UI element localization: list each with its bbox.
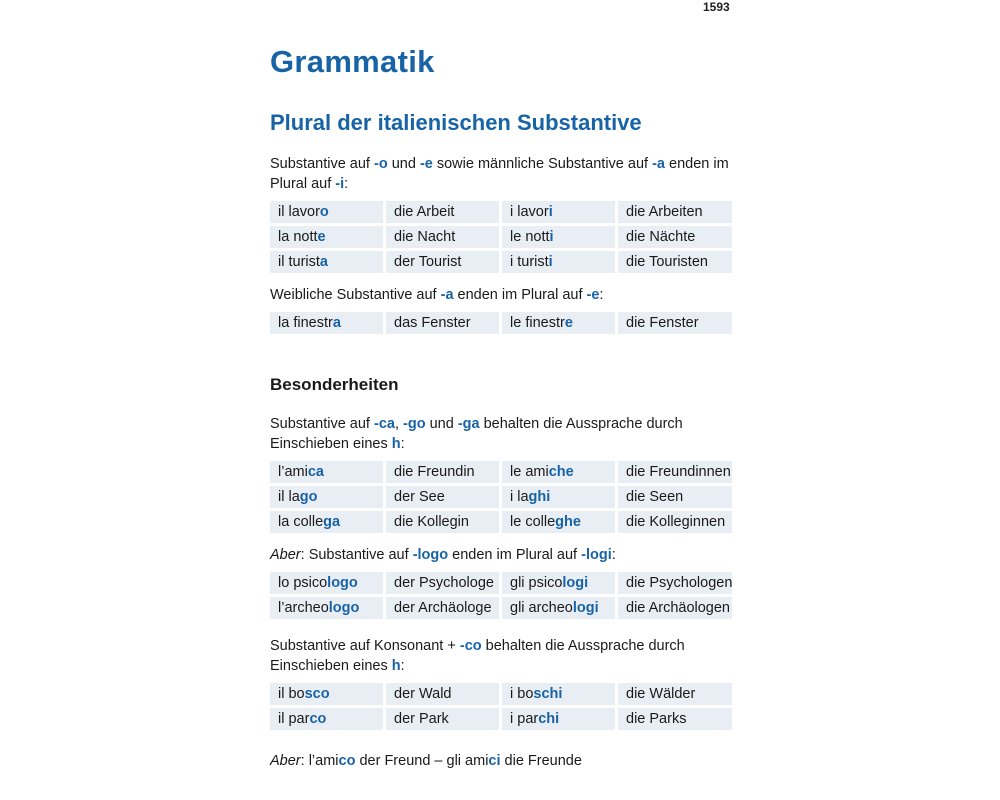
- singular-cell: [270, 201, 383, 223]
- highlighted-ending: go: [299, 489, 318, 505]
- text-segment: :: [344, 176, 349, 192]
- text-segment: il par: [278, 711, 310, 727]
- text-segment: sowie männliche Substantive auf: [432, 156, 653, 172]
- text-segment: gli archeo: [510, 600, 573, 616]
- highlighted-ending: -o: [374, 156, 388, 172]
- plural-cell: [502, 572, 615, 594]
- text-segment: l’ami: [278, 464, 308, 480]
- text-segment: der Park: [394, 711, 449, 727]
- text-segment: die Wälder: [626, 686, 696, 702]
- singular-cell: [270, 708, 383, 730]
- text-segment: die Parks: [626, 711, 687, 727]
- singular-translation-cell: [386, 572, 499, 594]
- text-segment: die Freunde: [500, 753, 582, 769]
- singular-translation-cell: [386, 461, 499, 483]
- intro-paragraph-feminine: [270, 285, 732, 305]
- text-segment: l’archeo: [278, 600, 329, 616]
- plural-translation-cell: [618, 201, 732, 223]
- text-segment: der Archäologe: [394, 600, 492, 616]
- text-segment: enden im Plural auf: [453, 287, 587, 303]
- singular-translation-cell: [386, 226, 499, 248]
- highlighted-ending: -go: [403, 416, 426, 432]
- highlighted-ending: ci: [488, 753, 501, 769]
- singular-cell: [270, 251, 383, 273]
- singular-cell: [270, 226, 383, 248]
- grammar-page-content: [270, 44, 732, 771]
- text-segment: die Kolleginnen: [626, 514, 726, 530]
- plural-cell: [502, 312, 615, 334]
- text-segment: le colle: [510, 514, 556, 530]
- singular-cell: [270, 597, 383, 619]
- highlighted-ending: logi: [562, 575, 589, 591]
- plural-cell: [502, 201, 615, 223]
- singular-cell: [270, 572, 383, 594]
- highlighted-ending: -i: [335, 176, 345, 192]
- text-segment: : Substantive auf: [300, 547, 413, 563]
- text-segment: die Freundinnen: [626, 464, 731, 480]
- text-segment: lo psico: [278, 575, 328, 591]
- plural-table-i: [270, 201, 732, 273]
- singular-translation-cell: [386, 708, 499, 730]
- plural-translation-cell: [618, 597, 732, 619]
- text-segment: i la: [510, 489, 529, 505]
- highlighted-ending: i: [548, 254, 553, 270]
- highlighted-ending: logi: [572, 600, 599, 616]
- plural-cell: [502, 597, 615, 619]
- singular-translation-cell: [386, 251, 499, 273]
- text-segment: le finestr: [510, 315, 565, 331]
- plural-translation-cell: [618, 486, 732, 508]
- highlighted-ending: che: [548, 464, 574, 480]
- highlighted-ending: ghi: [528, 489, 551, 505]
- text-segment: le nott: [510, 229, 550, 245]
- text-segment: i turist: [510, 254, 549, 270]
- plural-translation-cell: [618, 511, 732, 533]
- text-segment: i lavor: [510, 204, 549, 220]
- text-segment: behalten die Aussprache durch Einschieben eines: [270, 638, 685, 674]
- highlighted-ending: i: [548, 204, 553, 220]
- text-segment: die Arbeit: [394, 204, 455, 220]
- section-title: Plural der italienischen Substantive: [270, 110, 642, 135]
- text-segment: i par: [510, 711, 539, 727]
- text-segment: il bo: [278, 686, 305, 702]
- plural-translation-cell: [618, 226, 732, 248]
- text-segment: die Freundin: [394, 464, 475, 480]
- highlighted-ending: o: [319, 204, 329, 220]
- plural-cell: [502, 511, 615, 533]
- plural-cell: [502, 226, 615, 248]
- emphasis-text: Aber: [270, 753, 301, 769]
- plural-cell: [502, 708, 615, 730]
- intro-paragraph-consonant-co: [270, 636, 732, 676]
- text-segment: der See: [394, 489, 445, 505]
- text-segment: das Fenster: [394, 315, 471, 331]
- highlighted-ending: h: [391, 436, 401, 452]
- singular-cell: [270, 312, 383, 334]
- highlighted-ending: schi: [533, 686, 563, 702]
- text-segment: la finestr: [278, 315, 333, 331]
- plural-translation-cell: [618, 683, 732, 705]
- highlighted-ending: -e: [586, 287, 600, 303]
- plural-translation-cell: [618, 251, 732, 273]
- intro-paragraph-masculine: [270, 154, 732, 194]
- singular-translation-cell: [386, 201, 499, 223]
- highlighted-ending: ca: [307, 464, 324, 480]
- text-segment: :: [611, 547, 616, 563]
- plural-table-e: [270, 312, 732, 334]
- text-segment: :: [400, 658, 405, 674]
- highlighted-ending: -ca: [374, 416, 395, 432]
- highlighted-ending: logo: [327, 575, 358, 591]
- highlighted-ending: e: [564, 315, 573, 331]
- highlighted-ending: h: [391, 658, 401, 674]
- text-segment: und: [387, 156, 420, 172]
- plural-table-co: [270, 683, 732, 730]
- text-segment: die Nächte: [626, 229, 696, 245]
- highlighted-ending: -a: [440, 287, 454, 303]
- text-segment: il turist: [278, 254, 320, 270]
- highlighted-ending: -e: [419, 156, 433, 172]
- text-segment: : l’ami: [300, 753, 339, 769]
- highlighted-ending: -co: [459, 638, 482, 654]
- text-segment: die Archäologen: [626, 600, 730, 616]
- text-segment: der Wald: [394, 686, 452, 702]
- text-segment: die Arbeiten: [626, 204, 703, 220]
- text-segment: enden im Plural auf: [448, 547, 582, 563]
- text-segment: la colle: [278, 514, 324, 530]
- page-title: Grammatik: [270, 44, 435, 79]
- text-segment: der Tourist: [394, 254, 462, 270]
- highlighted-ending: logo: [328, 600, 360, 616]
- page-number: 1593: [703, 0, 730, 14]
- plural-table-logo: [270, 572, 732, 619]
- text-segment: enden im Plural auf: [270, 156, 729, 192]
- highlighted-ending: ghe: [555, 514, 581, 530]
- highlighted-ending: a: [332, 315, 341, 331]
- singular-translation-cell: [386, 486, 499, 508]
- singular-cell: [270, 511, 383, 533]
- text-segment: der Freund – gli ami: [355, 753, 489, 769]
- text-segment: die Nacht: [394, 229, 456, 245]
- text-segment: il lavor: [278, 204, 320, 220]
- highlighted-ending: a: [319, 254, 328, 270]
- intro-paragraph-ca-go-ga: [270, 414, 732, 454]
- highlighted-ending: -a: [652, 156, 665, 172]
- plural-translation-cell: [618, 461, 732, 483]
- text-segment: la nott: [278, 229, 318, 245]
- singular-translation-cell: [386, 312, 499, 334]
- singular-cell: [270, 683, 383, 705]
- footer-example-line: [270, 751, 732, 771]
- plural-cell: [502, 486, 615, 508]
- highlighted-ending: -ga: [457, 416, 480, 432]
- text-segment: :: [400, 436, 405, 452]
- highlighted-ending: -logo: [412, 547, 449, 563]
- text-segment: behalten die Aussprache durch Einschieben eines: [270, 416, 683, 452]
- text-segment: Weibliche Substantive auf: [270, 287, 441, 303]
- text-segment: und: [425, 416, 458, 432]
- text-segment: die Seen: [626, 489, 684, 505]
- text-segment: die Kollegin: [394, 514, 469, 530]
- singular-translation-cell: [386, 511, 499, 533]
- text-segment: die Psychologen: [626, 575, 733, 591]
- subsection-title: Besonderheiten: [270, 375, 399, 394]
- highlighted-ending: co: [338, 753, 356, 769]
- highlighted-ending: e: [317, 229, 326, 245]
- text-segment: Substantive auf: [270, 416, 374, 432]
- plural-translation-cell: [618, 572, 732, 594]
- text-segment: Substantive auf Konsonant +: [270, 638, 460, 654]
- text-segment: ,: [394, 416, 404, 432]
- highlighted-ending: co: [309, 711, 327, 727]
- plural-cell: [502, 251, 615, 273]
- text-segment: il la: [278, 489, 300, 505]
- text-segment: die Touristen: [626, 254, 708, 270]
- text-segment: le ami: [510, 464, 549, 480]
- plural-translation-cell: [618, 312, 732, 334]
- highlighted-ending: ga: [323, 514, 341, 530]
- emphasis-text: Aber: [270, 547, 301, 563]
- singular-cell: [270, 486, 383, 508]
- singular-translation-cell: [386, 597, 499, 619]
- plural-translation-cell: [618, 708, 732, 730]
- highlighted-ending: -logi: [581, 547, 612, 563]
- text-segment: :: [599, 287, 604, 303]
- text-segment: gli psico: [510, 575, 563, 591]
- text-segment: Substantive auf: [270, 156, 374, 172]
- plural-cell: [502, 461, 615, 483]
- plural-table-ca-go-ga: [270, 461, 732, 533]
- highlighted-ending: chi: [538, 711, 560, 727]
- text-segment: i bo: [510, 686, 534, 702]
- singular-cell: [270, 461, 383, 483]
- intro-paragraph-logo: [270, 545, 732, 565]
- singular-translation-cell: [386, 683, 499, 705]
- highlighted-ending: i: [549, 229, 554, 245]
- text-segment: der Psychologe: [394, 575, 494, 591]
- text-segment: die Fenster: [626, 315, 699, 331]
- plural-cell: [502, 683, 615, 705]
- highlighted-ending: sco: [304, 686, 330, 702]
